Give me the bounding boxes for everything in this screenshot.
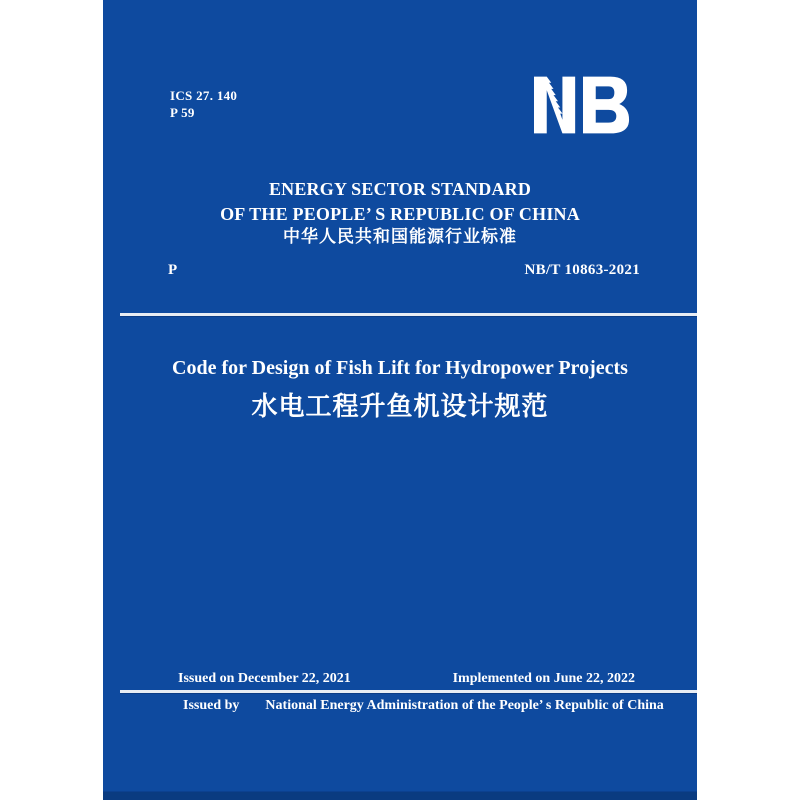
header-divider-rule (120, 313, 697, 316)
standard-type-chinese: 中华人民共和国能源行业标准 (283, 227, 517, 246)
standard-cover (103, 0, 697, 800)
classification-code: P 59 (170, 105, 195, 120)
title-english: Code for Design of Fish Lift for Hydropower Projects (172, 357, 628, 379)
standard-number: NB/T 10863-2021 (524, 262, 640, 278)
doc-class-letter: P (168, 262, 178, 278)
issued-by-label: Issued by (183, 698, 240, 713)
standard-type-line1: ENERGY SECTOR STANDARD (268, 179, 532, 199)
implemented-date: Implemented on June 22, 2022 (452, 671, 635, 686)
issued-by-value: National Energy Administration of the People’ s Republic of China (265, 698, 664, 713)
nb-logo-graphic (534, 76, 632, 134)
footer-divider-rule (120, 690, 697, 693)
issuer-row (183, 698, 664, 714)
dates-row (178, 671, 635, 687)
nb-logo (534, 76, 632, 134)
issued-date: Issued on December 22, 2021 (178, 671, 351, 686)
cover-bottom-edge (103, 791, 697, 800)
title-chinese: 水电工程升鱼机设计规范 (251, 392, 549, 421)
standard-type-line2: OF THE PEOPLE’ S REPUBLIC OF CHINA (220, 204, 580, 224)
ics-code: ICS 27. 140 (170, 88, 238, 103)
